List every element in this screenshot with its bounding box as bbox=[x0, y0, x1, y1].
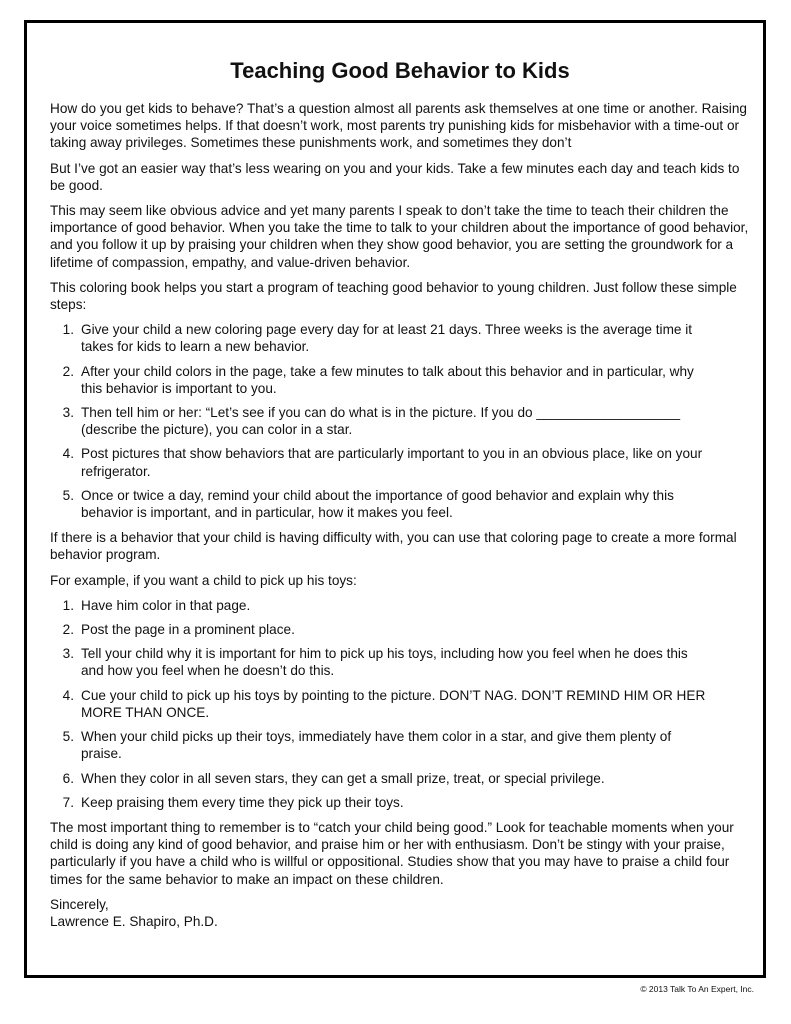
list-item-text: When they color in all seven stars, they can get a small prize, treat, or special privilege. bbox=[81, 770, 605, 786]
closing-paragraph: The most important thing to remember is to “catch your child being good.” Look for teachable moments when your child is doing any kind of good behavior, and praise him or her with enthusiasm. Don’t be stingy with your praise, particularly if you have a child who is willful or oppositional. Studies show that you may have to praise a child four times for the same behavior to make an impact on these children. bbox=[50, 819, 734, 887]
list-item-text: Post the page in a prominent place. bbox=[81, 622, 295, 638]
list-item-number: 5. bbox=[62, 729, 74, 745]
list-item bbox=[50, 794, 750, 811]
list-item-number: 6. bbox=[62, 770, 74, 786]
list-item-text: When your child picks up their toys, immediately have them color in a star, and give them plenty of praise. bbox=[81, 729, 672, 762]
list-item bbox=[50, 621, 750, 638]
example-paragraph: For example, if you want a child to pick up his toys: bbox=[50, 572, 357, 588]
list-item bbox=[50, 445, 750, 479]
intro-paragraph-2: But I’ve got an easier way that’s less wearing on you and your kids. Take a few minutes each day and teach kids to be good. bbox=[50, 160, 740, 193]
intro-paragraph-1: How do you get kids to behave? That’s a question almost all parents ask themselves at one time or another. Raising your voice sometimes helps. If that doesn’t work, most parents try punishing kids for misbehavior with a time-out or taking away privileges. Sometimes these punishments work, and sometimes they don’t bbox=[50, 101, 747, 151]
list-item-number: 2. bbox=[62, 363, 74, 379]
intro-paragraph-4: This coloring book helps you start a program of teaching good behavior to young children. Just follow these simple steps: bbox=[50, 279, 737, 313]
page-title: Teaching Good Behavior to Kids bbox=[230, 58, 570, 83]
copyright-notice: © 2013 Talk To An Expert, Inc. bbox=[640, 984, 754, 994]
list-item-text: Then tell him or her: “Let’s see if you can do what is in the picture. If you do ___________________ (describe the picture), you can color in a star. bbox=[81, 405, 681, 438]
list-item bbox=[50, 487, 750, 521]
list-item bbox=[50, 404, 750, 438]
program-paragraph: If there is a behavior that your child is having difficulty with, you can use that coloring page to create a more formal behavior program. bbox=[50, 530, 737, 563]
signoff: Sincerely, bbox=[50, 896, 109, 912]
list-item-number: 1. bbox=[62, 597, 74, 613]
list-item-text: Tell your child why it is important for him to pick up his toys, including how you feel when he does this and how you feel when he doesn’t do this. bbox=[81, 646, 688, 679]
list-item-text: Give your child a new coloring page every day for at least 21 days. Three weeks is the average time it takes for kids to learn a new behavior. bbox=[81, 322, 693, 355]
list-item-number: 4. bbox=[62, 687, 74, 703]
list-item-number: 5. bbox=[62, 487, 74, 503]
list-item-number: 4. bbox=[62, 446, 74, 462]
steps-list bbox=[50, 321, 750, 521]
list-item-text: Post pictures that show behaviors that are particularly important to you in an obvious place, like on your refrigerator. bbox=[81, 446, 703, 479]
list-item-number: 3. bbox=[62, 646, 74, 662]
author-name: Lawrence E. Shapiro, Ph.D. bbox=[50, 913, 218, 929]
list-item-text: Cue your child to pick up his toys by pointing to the picture. DON’T NAG. DON’T REMIND HIM OR HER MORE THAN ONCE. bbox=[81, 687, 706, 720]
list-item bbox=[50, 645, 750, 679]
list-item bbox=[50, 728, 750, 762]
list-item-number: 7. bbox=[62, 794, 74, 810]
list-item-text: Have him color in that page. bbox=[81, 597, 251, 613]
list-item-text: Once or twice a day, remind your child about the importance of good behavior and explain why this behavior is important, and in particular, how it makes you feel. bbox=[81, 487, 674, 521]
list-item bbox=[50, 770, 750, 787]
example-steps-list bbox=[50, 597, 750, 811]
list-item bbox=[50, 363, 750, 397]
list-item-number: 1. bbox=[62, 322, 74, 338]
list-item bbox=[50, 321, 750, 355]
list-item bbox=[50, 597, 750, 614]
list-item-text: After your child colors in the page, take a few minutes to talk about this behavior and in particular, why this behavior is important to you. bbox=[81, 363, 694, 396]
list-item-text: Keep praising them every time they pick up their toys. bbox=[81, 794, 404, 810]
list-item-number: 3. bbox=[62, 405, 74, 421]
list-item-number: 2. bbox=[62, 622, 74, 638]
list-item bbox=[50, 687, 750, 721]
document-body bbox=[50, 58, 750, 930]
intro-paragraph-3: This may seem like obvious advice and yet many parents I speak to don’t take the time to teach their children the importance of good behavior. When you take the time to talk to your children about the importance of good behavior, and you follow it up by praising your children when they show good behavior, you are setting the groundwork for a lifetime of compassion, empathy, and value-driven behavior. bbox=[50, 203, 749, 270]
